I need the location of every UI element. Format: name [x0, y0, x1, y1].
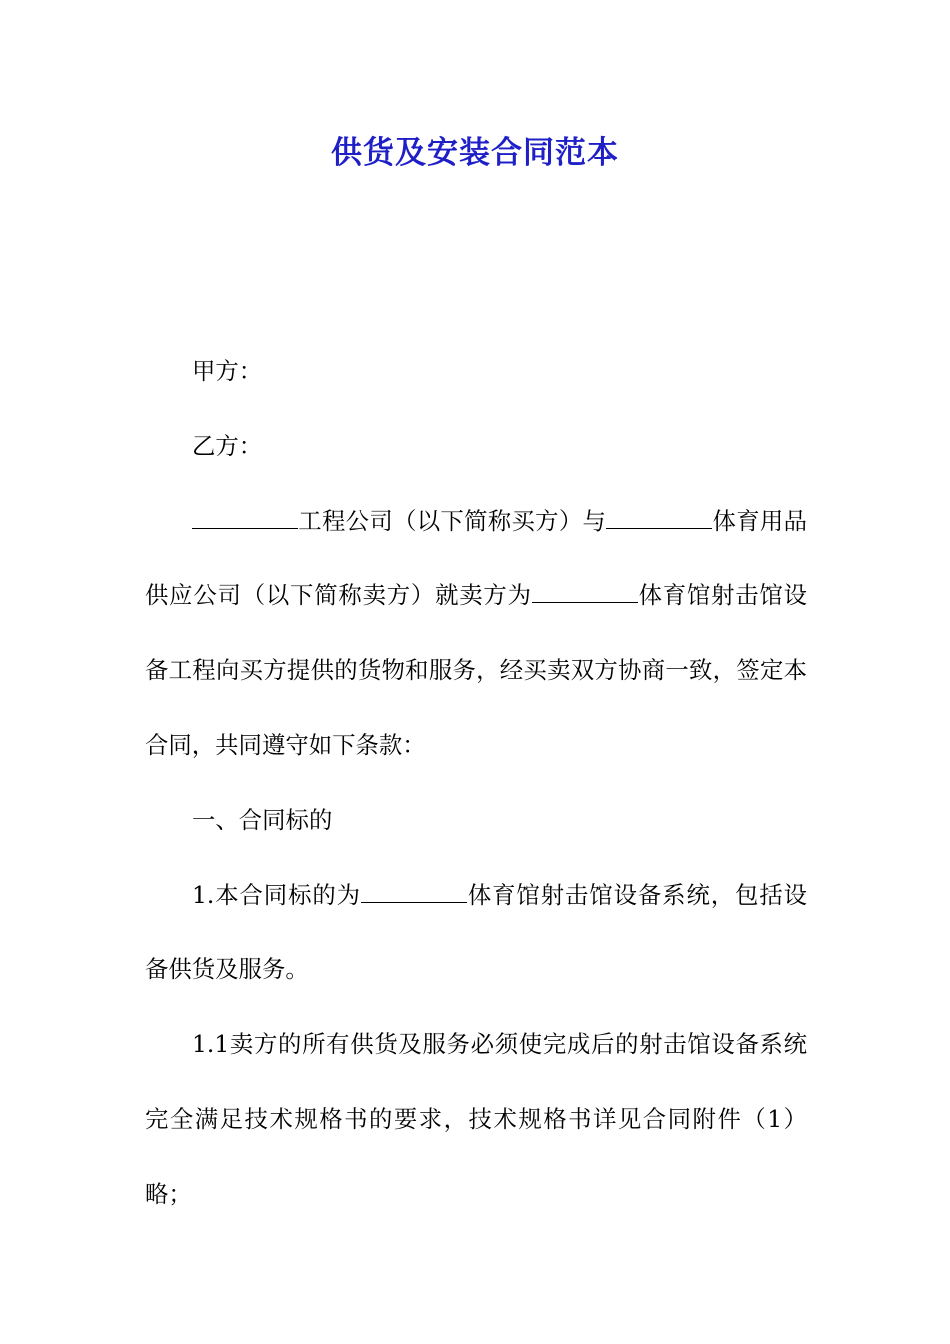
blank-line [361, 883, 467, 903]
clause-1-1: 1.1卖方的所有供货及服务必须使完成后的射击馆设备系统完全满足技术规格书的要求，技术规格书详见合同附件（1）略； [145, 1030, 807, 1208]
blank-line [532, 583, 638, 603]
clause-1-text-1: 1.本合同标的为 [192, 880, 361, 909]
party-b-line: 乙方： [192, 431, 263, 460]
document-body [145, 334, 807, 1232]
clause-1-text-2: 体育馆射击馆设备系统，包括设备供货及服务。 [145, 880, 807, 984]
section-heading: 一、合同标的 [192, 805, 333, 834]
intro-text-3: 体育馆射击馆设备工程向买方提供的货物和服务，经买卖双方协商一致，签定本合同，共同遵守如下条款： [145, 581, 807, 759]
party-a-line: 甲方： [192, 357, 263, 385]
document-title: 供货及安装合同范本 [331, 135, 619, 171]
intro-text-2: 体育用品供应公司（以下简称卖方）就卖方为 [145, 506, 808, 610]
intro-paragraph [145, 484, 807, 783]
blank-line [192, 509, 298, 529]
clause-1 [145, 858, 807, 1008]
intro-text-1: 工程公司（以下简称买方）与 [298, 506, 607, 535]
blank-line [606, 509, 712, 529]
